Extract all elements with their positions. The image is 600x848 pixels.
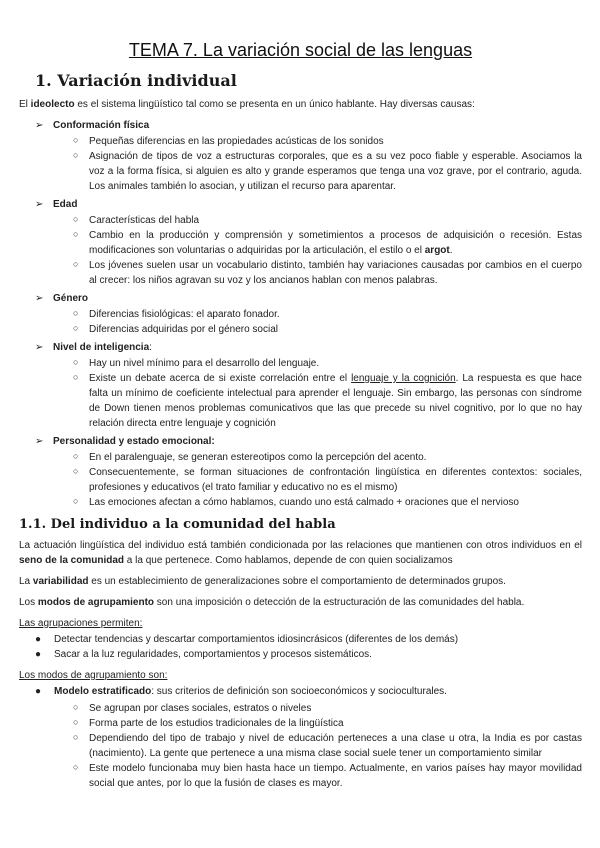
list-item: ○ Asignación de tipos de voz a estructuras corporales, que es a su vez poco fiable y esperable. Asociamos la voz a la forma física, si alguien es alto y grande esperamos que tenga una voz grave, por el contrario, aguda. Los animales también lo asocian, y utilizan el recurso para aparentar. [73, 150, 582, 192]
circle-bullet-icon: ○ [73, 308, 79, 318]
circle-bullet-icon: ○ [73, 323, 79, 333]
agrupaciones-heading: Las agrupaciones permiten: [19, 618, 143, 629]
circle-bullet-icon: ○ [73, 451, 79, 461]
circle-bullet-icon: ○ [73, 496, 79, 506]
circle-bullet-icon: ○ [73, 135, 79, 145]
list-modos [19, 684, 582, 699]
circle-bullet-icon: ○ [73, 372, 79, 382]
circle-bullet-icon: ○ [73, 762, 79, 772]
circle-bullet-icon: ○ [73, 702, 79, 712]
circle-bullet-icon: ○ [73, 357, 79, 367]
cause-edad: ➢ Edad [35, 199, 78, 210]
bullet-icon: ● [35, 649, 42, 660]
lenguaje-cognicion-link[interactable]: lenguaje y la cognición [351, 373, 456, 384]
list-item: ● Sacar a la luz regularidades, comportamientos y procesos sistemáticos. [35, 649, 372, 660]
list-inteligencia [19, 356, 582, 431]
list-item: ○ Existe un debate acerca de si existe correlación entre el lenguaje y la cognición. La respuesta es que hace falta un mínimo de coeficiente intelectual para aprender el lenguaje. Sin embargo, las personas con síndrome de Down tienen menos problemas comunicativos que las que precede su nivel cognitivo, por lo que no hay relación directa entre lenguaje y cognición [73, 372, 582, 429]
paragraph-actuacion: La actuación lingüística del individuo está también condicionada por las relaciones que mantienen con otros individuos en el seno de la comunidad a la que pertenece. Como hablamos, depende de con quien socializamos [19, 540, 582, 566]
list-item: ○ Las emociones afectan a cómo hablamos, cuando uno está calmado + oraciones que el nervioso [73, 496, 519, 508]
section-heading-variacion-individual: 1. Variación individual [35, 71, 237, 90]
section-heading-comunidad-habla: 1.1. Del individuo a la comunidad del habla [19, 517, 336, 532]
circle-bullet-icon: ○ [73, 717, 79, 727]
list-agrupaciones [19, 632, 582, 662]
list-item: ○ Forma parte de los estudios tradicionales de la lingüística [73, 717, 344, 729]
circle-bullet-icon: ○ [73, 214, 79, 224]
list-edad [19, 213, 582, 288]
arrow-bullet-icon: ➢ [35, 293, 44, 304]
list-item: ○ Este modelo funcionaba muy bien hasta hace un tiempo. Actualmente, en varios países hay mayor movilidad social que antes, por lo que la fusión de clases es mayor. [73, 762, 582, 789]
list-item: ○ Dependiendo del tipo de trabajo y nivel de educación perteneces a una clase u otra, la India es por castas (nacimiento). La gente que pertenece a una misma clase social suele tener un comportamiento similar [73, 732, 582, 759]
list-item: ○ Cambio en la producción y comprensión y sometimientos a procesos de adquisición o recesión. Estas modificaciones son voluntarias o adquiridas por la articulación, el estilo o el argot. [73, 229, 582, 256]
cause-conformacion-fisica: ➢ Conformación física [35, 120, 150, 131]
list-modelo-estratificado [19, 701, 582, 791]
list-personalidad [19, 450, 582, 510]
list-item: ○ Hay un nivel mínimo para el desarrollo del lenguaje. [73, 357, 320, 369]
arrow-bullet-icon: ➢ [35, 342, 44, 353]
modos-heading: Los modos de agrupamiento son: [19, 670, 168, 681]
list-item: ● Detectar tendencias y descartar comportamientos idiosincrásicos (diferentes de los demás) [35, 634, 459, 645]
list-item: ○ Se agrupan por clases sociales, estratos o niveles [73, 702, 312, 714]
bullet-icon: ● [35, 634, 42, 645]
arrow-bullet-icon: ➢ [35, 199, 44, 210]
list-item: ○ Diferencias fisiológicas: el aparato fonador. [73, 308, 280, 320]
circle-bullet-icon: ○ [73, 732, 79, 742]
arrow-bullet-icon: ➢ [35, 436, 44, 447]
circle-bullet-icon: ○ [73, 150, 79, 160]
list-item: ○ Pequeñas diferencias en las propiedades acústicas de los sonidos [73, 135, 384, 147]
list-item: ○ Diferencias adquiridas por el género social [73, 323, 278, 335]
list-item: ○ En el paralenguaje, se generan estereotipos como la percepción del acento. [73, 451, 427, 463]
cause-nivel-inteligencia: ➢ Nivel de inteligencia: [35, 342, 152, 353]
list-genero [19, 307, 582, 337]
list-item: ○ Consecuentemente, se forman situaciones de confrontación lingüística en diferentes contextos: sociales, profesiones y educativos (el trato familiar y educativo no es el mismo) [73, 466, 582, 493]
circle-bullet-icon: ○ [73, 466, 79, 476]
bullet-icon: ● [35, 686, 42, 697]
paragraph-modos: Los modos de agrupamiento son una imposición o detección de la estructuración de las comunidades del habla. [19, 597, 525, 608]
intro-paragraph: El ideolecto es el sistema lingüístico tal como se presenta en un único hablante. Hay diversas causas: [19, 99, 475, 110]
circle-bullet-icon: ○ [73, 229, 79, 239]
list-conformacion-fisica [19, 134, 582, 194]
cause-genero: ➢ Género [35, 293, 89, 304]
list-item: ○ Características del habla [73, 214, 200, 226]
cause-personalidad: ➢ Personalidad y estado emocional: [35, 436, 215, 447]
circle-bullet-icon: ○ [73, 259, 79, 269]
page-title: TEMA 7. La variación social de las lenguas [128, 40, 473, 60]
arrow-bullet-icon: ➢ [35, 120, 44, 131]
paragraph-variabilidad: La variabilidad es un establecimiento de generalizaciones sobre el comportamiento de determinados grupos. [19, 576, 506, 587]
list-item: ○ Los jóvenes suelen usar un vocabulario distinto, también hay variaciones causadas por cambios en el cuerpo al crecer: los niños agravan su voz y los ancianos hablan con menos palabras. [73, 259, 582, 286]
list-item: ● Modelo estratificado: sus criterios de definición son socioeconómicos y socioculturales. [35, 686, 447, 697]
